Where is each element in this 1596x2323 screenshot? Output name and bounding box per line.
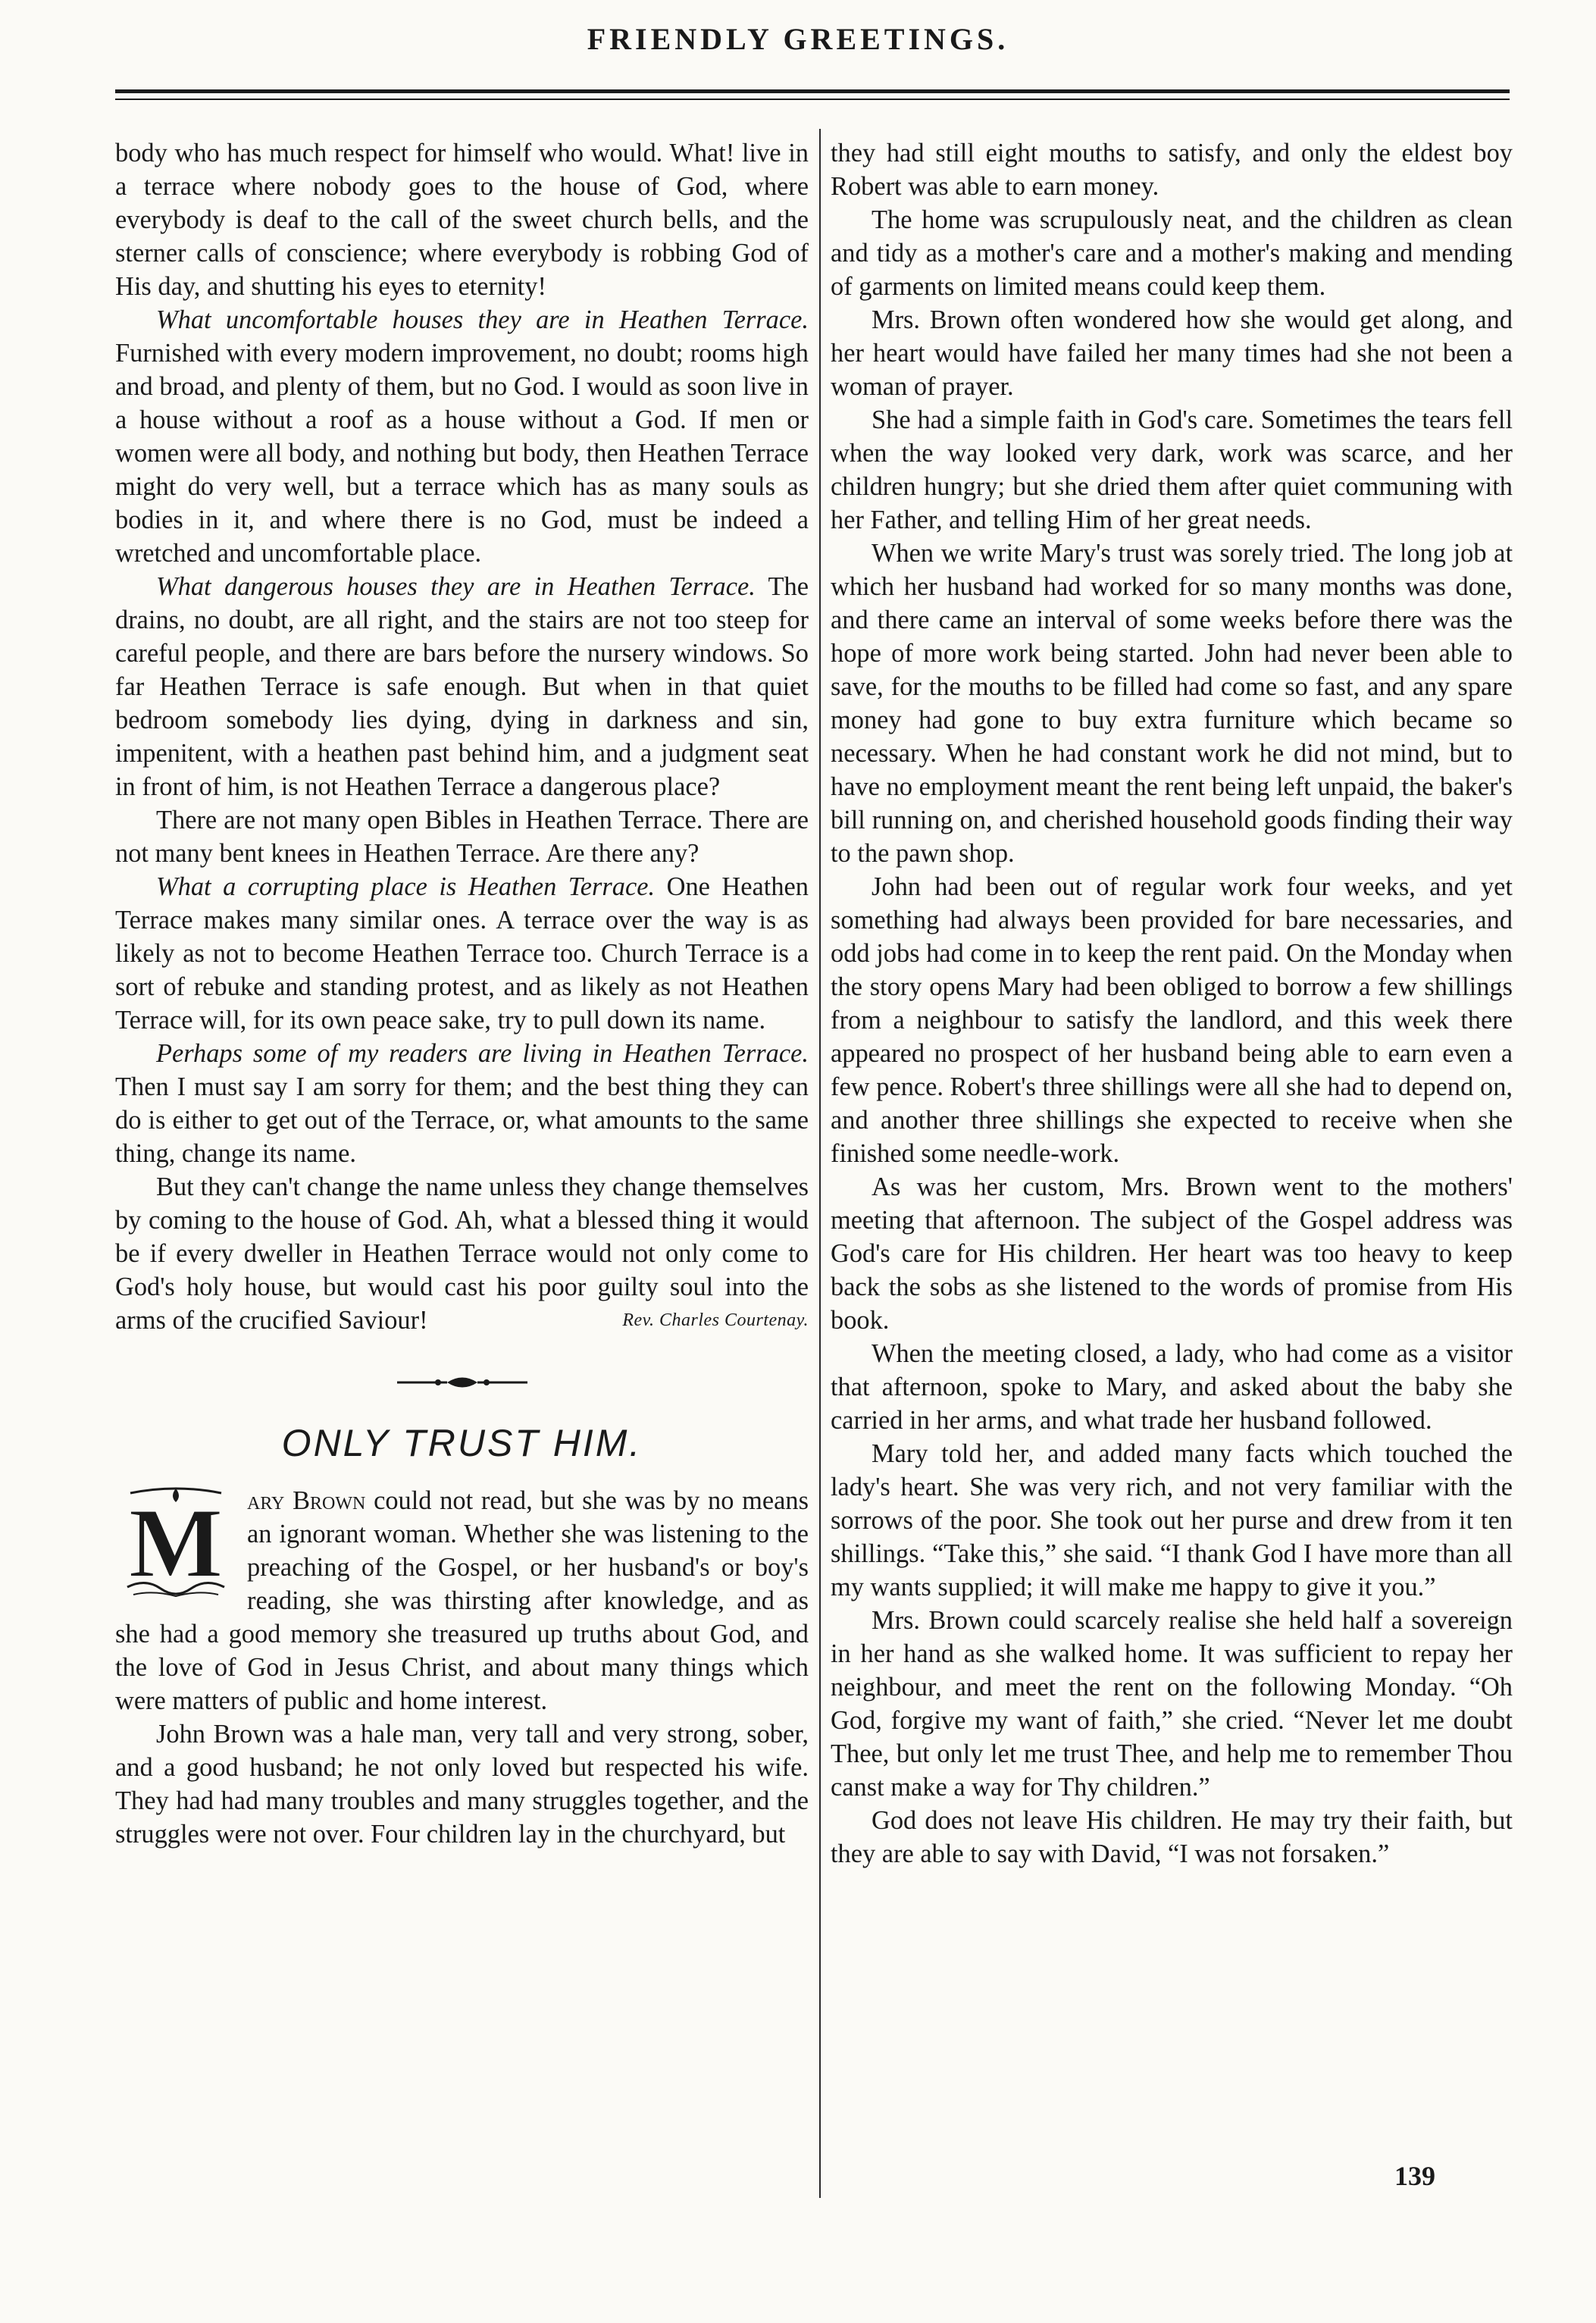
drop-cap-letter: M <box>128 1487 224 1598</box>
paragraph-lead: What uncomfortable houses they are in Heathen Terrace. <box>156 305 809 334</box>
paragraph: Mrs. Brown could scarcely realise she held half a sovereign in her hand as she walked home. It was sufficient to repay her neighbour, and meet the rent on the following Monday. “Oh God, forgive my want of faith,” she cried. “Never let me doubt Thee, but only let me trust Thee, and help me to remember Thou canst make a way for Thy children.” <box>831 1606 1513 1802</box>
paragraph: As was her custom, Mrs. Brown went to the mothers' meeting that afternoon. The subject of the Gospel address was God's care for His children. Her heart was too heavy to keep back the sobs as she listened to the words of promise from His book. <box>831 1172 1513 1335</box>
paragraph: body who has much respect for himself who would. What! live in a terrace where nobody goes to the house of God, where everybody is deaf to the call of the sweet church bells, and the sterner calls of conscience; where everybody is robbing God of His day, and shutting his eyes to eternity! <box>115 139 809 301</box>
paragraph: The home was scrupulously neat, and the children as clean and tidy as a mother's care and a mother's making and mending of garments on limited means could keep them. <box>831 205 1513 301</box>
paragraph: There are not many open Bibles in Heathen Terrace. There are not many bent knees in Heathen Terrace. Are there any? <box>115 806 809 868</box>
paragraph-lead: What a corrupting place is Heathen Terrace. <box>156 872 656 901</box>
paragraph <box>115 870 809 1037</box>
running-header: FRIENDLY GREETINGS. <box>587 22 1009 56</box>
header-rule-thin <box>115 99 1510 100</box>
paragraph <box>115 570 809 803</box>
paragraph: they had still eight mouths to satisfy, and only the eldest boy Robert was able to earn money. <box>831 139 1513 201</box>
author-signature: Rev. Charles Courtenay. <box>622 1310 809 1330</box>
paragraph <box>115 1170 809 1337</box>
paragraph <box>115 303 809 570</box>
paragraph-lead: Perhaps some of my readers are living in Heathen Terrace. <box>156 1039 809 1068</box>
paragraph: When the meeting closed, a lady, who had come as a visitor that afternoon, spoke to Mary, and asked about the baby she carried in her arms, and what trade her husband followed. <box>831 1339 1513 1435</box>
right-column <box>831 136 1513 1871</box>
article-title: ONLY TRUST HIM. <box>281 1422 643 1464</box>
drop-cap <box>115 1487 236 1601</box>
paragraph-text: But they can't change the name unless they change themselves by coming to the house of God. Ah, what a blessed thing it would be if every dweller in Heathen Terrace would not only come to God's holy house, but would cast his poor guilty soul into the arms of the crucified Saviour! <box>115 1172 809 1335</box>
paragraph-lead: What dangerous houses they are in Heathen Terrace. <box>156 572 756 601</box>
opening-name: ary Brown <box>247 1486 366 1515</box>
paragraph: Mrs. Brown often wondered how she would get along, and her heart would have failed her many times had she not been a woman of prayer. <box>831 305 1513 401</box>
paragraph: When we write Mary's trust was sorely tried. The long job at which her husband had worked for so many months was done, and there came an interval of some weeks before there was the hope of more work being started. John had never been able to save, for the mouths to be filled had come so fast, and any spare money had gone to buy extra furniture which became so necessary. When he had constant work he did not mind, but to have no employment meant the rent being left unpaid, the baker's bill running on, and cherished household goods finding their way to the pawn shop. <box>831 539 1513 868</box>
paragraph-text: One Heathen Terrace makes many similar ones. A terrace over the way is as likely as not to become Heathen Terrace too. Church Terrace is a sort of rebuke and standing protest, and as likely as not Heathen Terrace will, for its own peace sake, try to pull down its name. <box>115 872 809 1035</box>
paragraph: John Brown was a hale man, very tall and very strong, sober, and a good husband; he not only loved but respected his wife. They had had many troubles and many struggles together, and the struggles were not over. Four children lay in the churchyard, but <box>115 1720 809 1849</box>
left-column <box>115 136 809 1851</box>
paragraph: She had a simple faith in God's care. Sometimes the tears fell when the way looked very dark, work was scarce, and her children hungry; but she dried them after quiet communing with her Father, and telling Him of her great needs. <box>831 405 1513 534</box>
ornament-rule-icon <box>394 1371 530 1394</box>
section-ornament <box>115 1367 809 1398</box>
column-divider <box>819 129 821 2198</box>
paragraph: God does not leave His children. He may try their faith, but they are able to say with David, “I was not forsaken.” <box>831 1806 1513 1868</box>
header-rule-thick <box>115 89 1510 93</box>
drop-cap-m-icon <box>115 1487 236 1601</box>
paragraph-text: Furnished with every modern improvement, no doubt; rooms high and broad, and plenty of them, but no God. I would as soon live in a house without a roof as a house without a God. If men or women were all body, and nothing but body, then Heathen Terrace might do very well, but a terrace which has as many souls as bodies in it, and where there is no God, must be indeed a wretched and uncomfortable place. <box>115 339 809 568</box>
paragraph-text: could not read, but she was by no means an ignorant woman. Whether she was listening to the preaching of the Gospel, or her husband's or boy's reading, she was thirsting after knowledge, and as she had a good memory she treasured up truths about God, and the love of God in Jesus Christ, and about many things which were matters of public and home interest. <box>115 1486 809 1715</box>
paragraph: John had been out of regular work four weeks, and yet something had always been provided for bare necessaries, and odd jobs had come in to keep the rent paid. On the Monday when the story opens Mary had been obliged to borrow a few shillings from a neighbour to satisfy the landlord, and this week there appeared no prospect of her husband being able to earn even a few pence. Robert's three shillings were all she had to depend on, and another three shillings she expected to receive when she finished some needle-work. <box>831 872 1513 1168</box>
paragraph: Mary told her, and added many facts which touched the lady's heart. She was very rich, and not very familiar with the sorrows of the poor. She took out her purse and drew from it ten shillings. “Take this,” she said. “I thank God I have more than all my wants supplied; it will make me happy to give it you.” <box>831 1439 1513 1601</box>
paragraph-text: The drains, no doubt, are all right, and the stairs are not too steep for careful people, and there are bars before the nursery windows. So far Heathen Terrace is safe enough. But when in that quiet bedroom somebody lies dying, dying in darkness and sin, impenitent, with a heathen past behind him, and a judgment seat in front of him, is not Heathen Terrace a dangerous place? <box>115 572 809 801</box>
page-number: 139 <box>1394 2161 1435 2191</box>
paragraph-text: Then I must say I am sorry for them; and the best thing they can do is either to get out of the Terrace, or, what amounts to the same thing, change its name. <box>115 1072 809 1168</box>
paragraph <box>115 1037 809 1170</box>
